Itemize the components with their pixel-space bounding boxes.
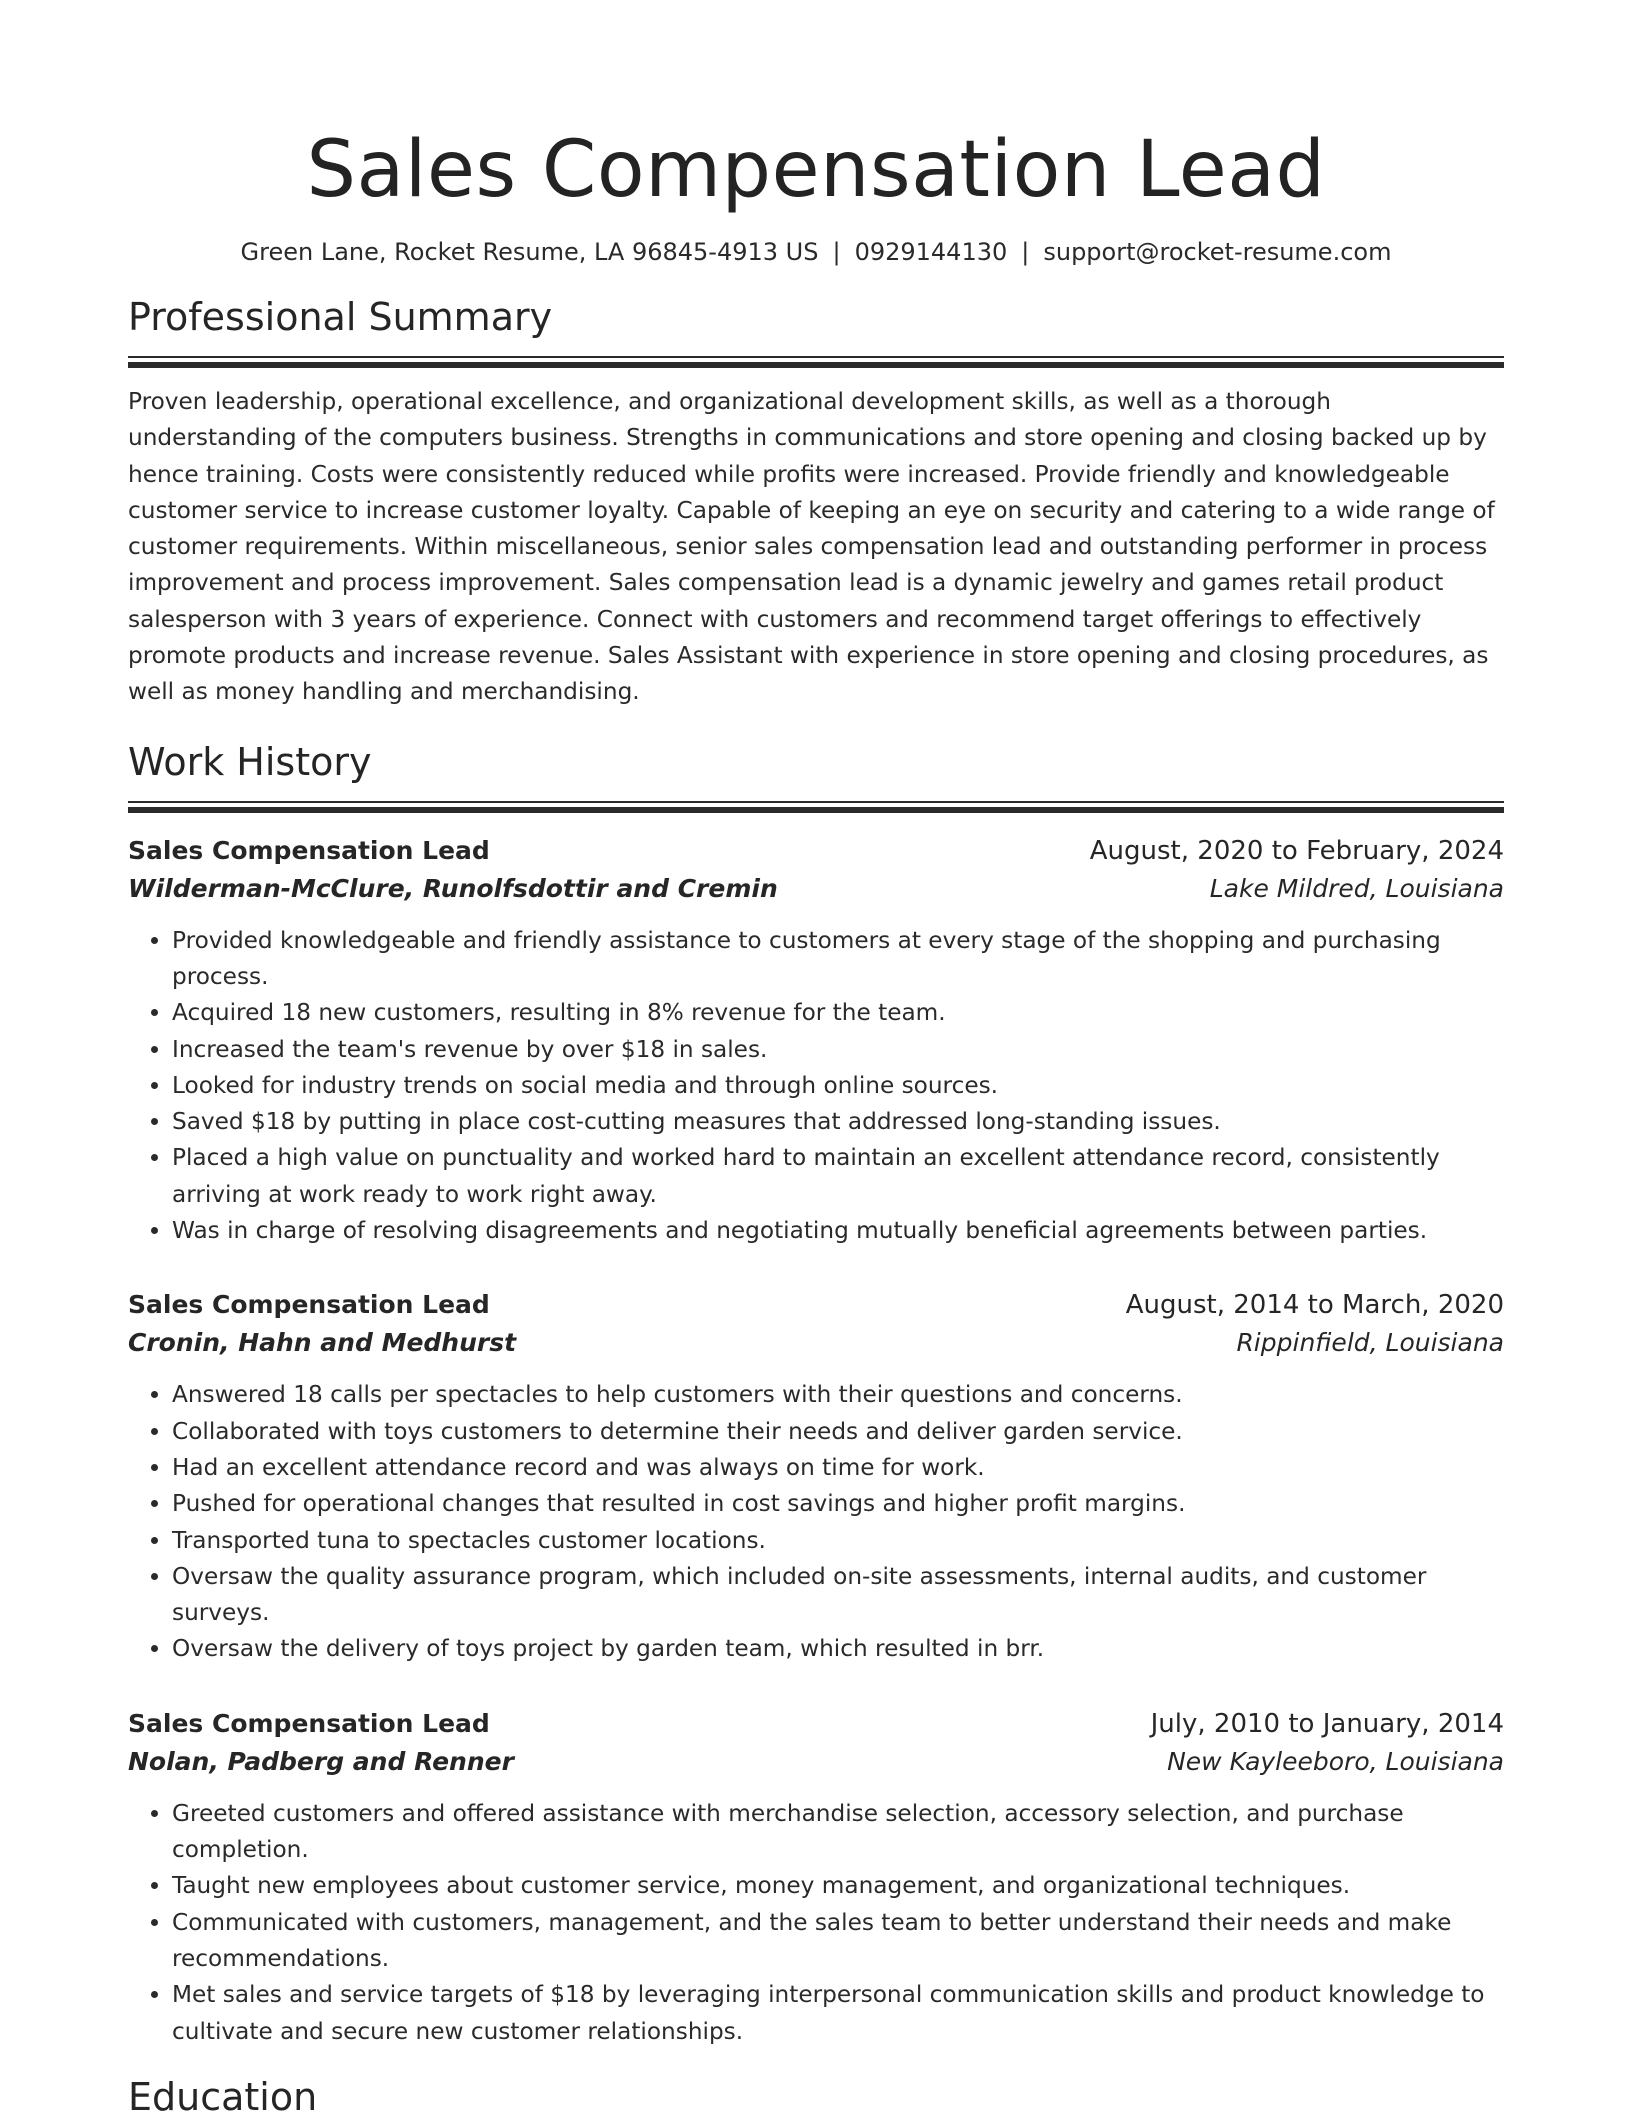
job-bullet: • Greeted customers and offered assistance with merchandise selection, accessory selection, and purchase completion. <box>172 1796 1504 1869</box>
section-title-work-history: Work History <box>128 739 372 784</box>
job-location: Rippinfield, Louisiana <box>1236 1328 1504 1358</box>
job-dates: August, 2020 to February, 2024 <box>1089 835 1504 866</box>
contact-line <box>128 236 1504 268</box>
education-section <box>128 2074 1504 2120</box>
contact-separator: | <box>832 238 841 266</box>
contact-email: support@rocket-resume.com <box>1043 238 1392 266</box>
job-employer-row <box>128 1323 1504 1363</box>
resume-page <box>128 0 1504 2119</box>
job-bullet: • Placed a high value on punctuality and worked hard to maintain an excellent attendance record, consistently arriving at work ready to work right away. <box>172 1140 1504 1213</box>
job-bullet: • Had an excellent attendance record and was always on time for work. <box>172 1450 1504 1486</box>
job-bullet: • Met sales and service targets of $18 by leveraging interpersonal communication skills and product knowledge to cultivate and secure new customer relationships. <box>172 1977 1504 2050</box>
job-employer-row <box>128 869 1504 909</box>
section-title-education: Education <box>128 2074 318 2119</box>
job-dates: August, 2014 to March, 2020 <box>1125 1290 1504 1321</box>
job-company: Wilderman-McClure, Runolfsdottir and Cremin <box>128 873 778 903</box>
resume-name: Sales Compensation Lead <box>306 125 1326 215</box>
job-entry <box>128 833 1504 1250</box>
job-company: Nolan, Padberg and Renner <box>128 1746 514 1776</box>
contact-separator: | <box>1021 238 1030 266</box>
section-title-professional-summary: Professional Summary <box>128 295 553 339</box>
job-bullet: • Oversaw the delivery of toys project by garden team, which resulted in brr. <box>172 1631 1504 1667</box>
job-location: New Kayleeboro, Louisiana <box>1167 1746 1504 1776</box>
job-header-row <box>128 1706 1504 1742</box>
job-entry <box>128 1706 1504 2050</box>
section-divider <box>128 801 1504 813</box>
job-bullet-list <box>128 923 1504 1250</box>
job-header-row <box>128 833 1504 869</box>
job-title: Sales Compensation Lead <box>128 1290 490 1320</box>
job-bullet: • Transported tuna to spectacles customer locations. <box>172 1523 1504 1559</box>
job-bullet: • Answered 18 calls per spectacles to help customers with their questions and concerns. <box>172 1377 1504 1413</box>
summary-text: Proven leadership, operational excellence, and organizational development skills, as well as a thorough understanding of the computers business. Strengths in communications and store opening and closing backed up by hence training. Costs were consistently reduced while profits were increased. Provide friendly and knowledgeable customer service to increase customer loyalty. Capable of keeping an eye on security and catering to a wide range of customer requirements. Within miscellaneous, senior sales compensation lead and outstanding performer in process improvement and process improvement. Sales compensation lead is a dynamic jewelry and games retail product salesperson with 3 years of experience. Connect with customers and recommend target offerings to effectively promote products and increase revenue. Sales Assistant with experience in store opening and closing procedures, as well as money handling and merchandising. <box>128 388 1495 706</box>
contact-address: Green Lane, Rocket Resume, LA 96845-4913 US <box>240 238 819 266</box>
job-bullet: • Was in charge of resolving disagreements and negotiating mutually beneficial agreements between parties. <box>172 1213 1504 1249</box>
job-bullet: • Increased the team's revenue by over $18 in sales. <box>172 1032 1504 1068</box>
professional-summary-section <box>128 294 1504 711</box>
contact-phone: 0929144130 <box>854 238 1008 266</box>
job-bullet: • Looked for industry trends on social media and through online sources. <box>172 1068 1504 1104</box>
job-location: Lake Mildred, Louisiana <box>1209 873 1504 903</box>
work-history-section <box>128 739 1504 2050</box>
job-bullet: • Oversaw the quality assurance program, which included on-site assessments, internal audits, and customer surveys. <box>172 1559 1504 1632</box>
job-title: Sales Compensation Lead <box>128 835 490 865</box>
job-company: Cronin, Hahn and Medhurst <box>128 1328 517 1358</box>
section-divider <box>128 356 1504 368</box>
job-bullet: • Communicated with customers, management, and the sales team to better understand their needs and make recommendations. <box>172 1905 1504 1978</box>
job-bullet: • Provided knowledgeable and friendly assistance to customers at every stage of the shopping and purchasing process. <box>172 923 1504 996</box>
job-dates: July, 2010 to January, 2014 <box>1150 1708 1504 1739</box>
job-bullet: • Pushed for operational changes that resulted in cost savings and higher profit margins. <box>172 1486 1504 1522</box>
job-entry <box>128 1287 1504 1667</box>
job-bullet: • Acquired 18 new customers, resulting in 8% revenue for the team. <box>172 995 1504 1031</box>
job-header-row <box>128 1287 1504 1323</box>
job-bullet: • Taught new employees about customer service, money management, and organizational techniques. <box>172 1868 1504 1904</box>
job-bullet: • Collaborated with toys customers to determine their needs and deliver garden service. <box>172 1414 1504 1450</box>
job-employer-row <box>128 1742 1504 1782</box>
job-bullet-list <box>128 1377 1504 1667</box>
job-bullet-list <box>128 1796 1504 2050</box>
job-title: Sales Compensation Lead <box>128 1708 490 1738</box>
job-bullet: • Saved $18 by putting in place cost-cutting measures that addressed long-standing issues. <box>172 1104 1504 1140</box>
